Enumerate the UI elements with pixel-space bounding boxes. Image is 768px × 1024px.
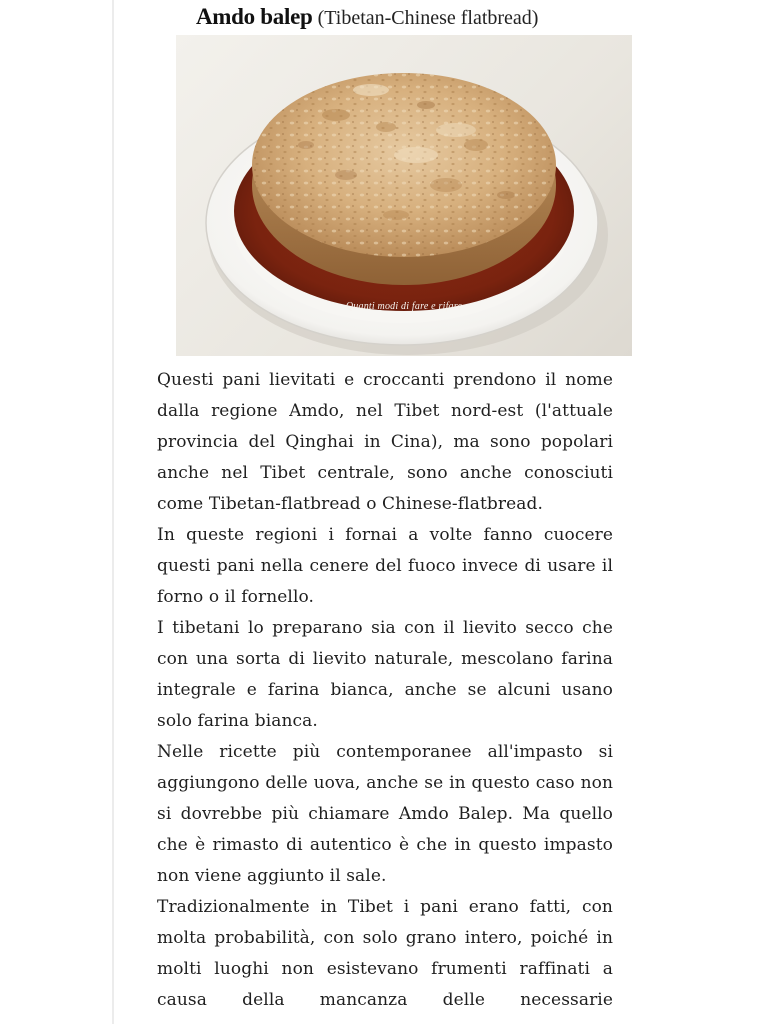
flatbread-photo [176,35,632,356]
recipe-subtitle: (Tibetan-Chinese flatbread) [317,7,539,29]
paragraph: Nelle ricette più contemporanee all'impasto si aggiungono delle uova, anche se in questo caso non si dovrebbe più chiamare Amdo Balep. Ma quello che è rimasto di autentico è che in questo impasto non viene aggiunto il sale. [157,742,613,886]
recipe-title: Amdo balep [196,4,313,29]
paragraph: I tibetani lo preparano sia con il lievito secco che con una sorta di lievito naturale, mescolano farina integrale e farina bianca, anche se alcuni usano solo farina bianca. [157,618,613,731]
article-body [157,365,613,1016]
recipe-heading [196,2,676,34]
paragraph: Tradizionalmente in Tibet i pani erano fatti, con molta probabilità, con solo grano intero, poiché in molti luoghi non esistevano frumenti raffinati a causa della mancanza delle necessarie [157,897,613,1010]
paragraph: Questi pani lievitati e croccanti prendono il nome dalla regione Amdo, nel Tibet nord-est (l'attuale provincia del Qinghai in Cina), ma sono popolari anche nel Tibet centrale, sono anche conosciuti come Tibetan-flatbread o Chinese-flatbread. [157,370,613,514]
page-left-border [112,0,114,1024]
photo-watermark: Quanti modi di fare e rifare [345,301,463,312]
paragraph: In queste regioni i fornai a volte fanno cuocere questi pani nella cenere del fuoco invece di usare il forno o il fornello. [157,525,613,607]
